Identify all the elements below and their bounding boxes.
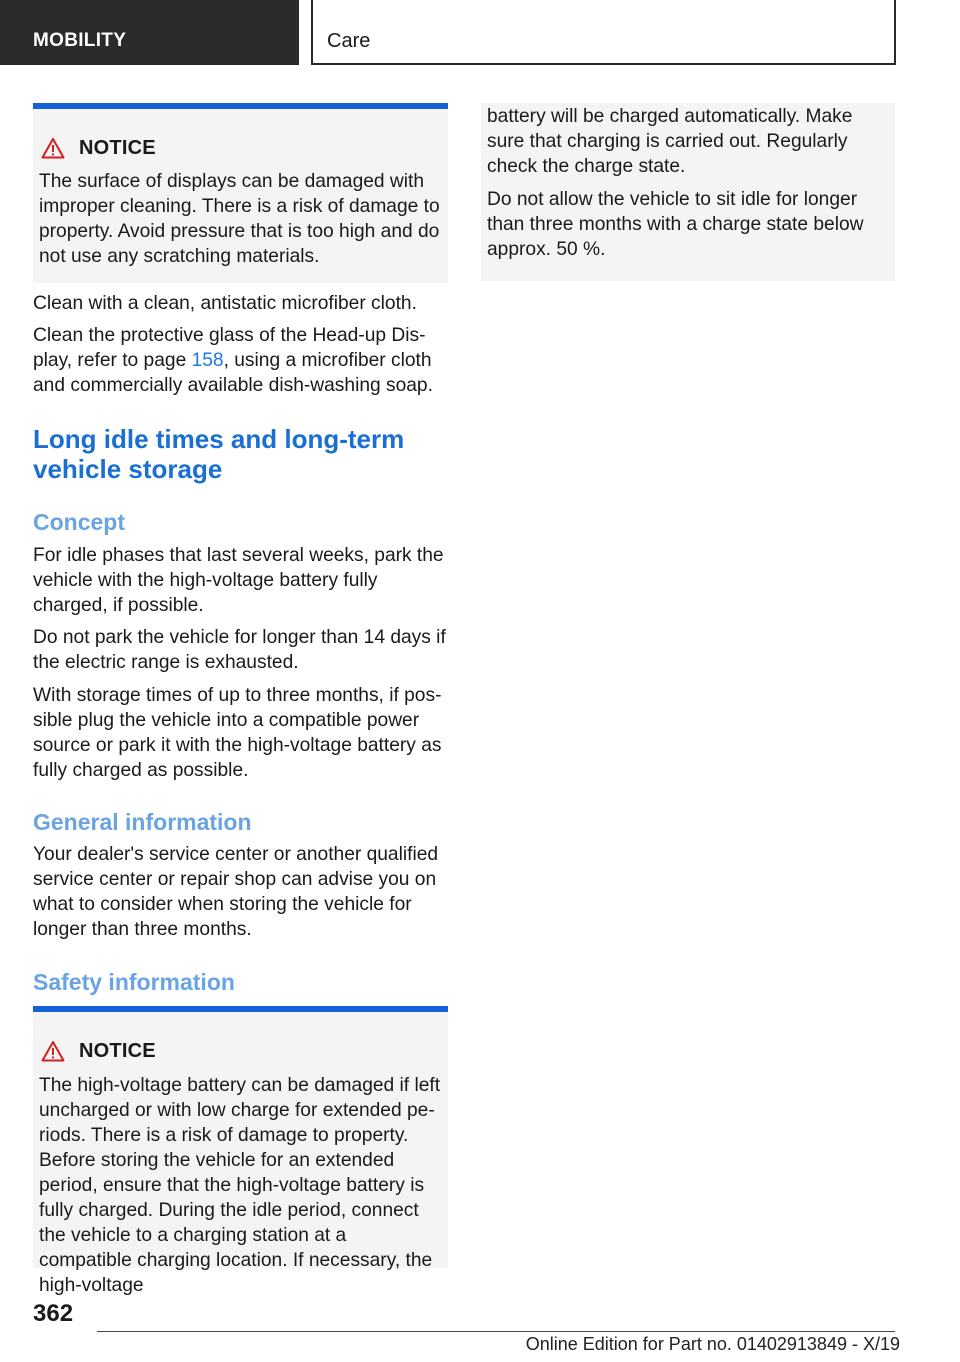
- footer-edition-text: Online Edition for Part no. 01402913849 - X/19: [525, 1334, 900, 1354]
- notice-label: NOTICE: [79, 136, 156, 159]
- notice-box-battery: [33, 1006, 448, 1296]
- section-tab: MOBILITY: [0, 0, 299, 65]
- notice-box-battery-continued: [481, 103, 895, 281]
- general-paragraph: Your dealer's service center or another qualified service center or repair shop can advise you on what to consider when storing the vehicle for longer than three months.: [33, 844, 439, 940]
- chapter-title: Care: [311, 0, 896, 65]
- notice-box-displays: [33, 103, 448, 283]
- paragraph-clean-cloth: Clean with a clean, antistatic microfiber cloth.: [33, 293, 417, 314]
- subheading-concept: Concept: [33, 509, 125, 535]
- concept-paragraph: For idle phases that last several weeks, park the vehicle with the high-voltage battery fully charged, if possible.: [33, 545, 444, 616]
- footer-divider: [97, 1331, 895, 1332]
- warning-triangle-icon: [41, 137, 65, 159]
- notice-text: The surface of displays can be damaged with improper cleaning. There is a risk of damage to property. Avoid pressure that is too high and do not use any scratching materials.: [39, 171, 440, 267]
- notice-text-continued: Do not allow the vehicle to sit idle for longer than three months with a charge state below approx. 50 %.: [487, 189, 864, 260]
- paragraph-hud-glass: [33, 323, 448, 398]
- notice-header: [41, 135, 156, 161]
- notice-text-continued: battery will be charged automatically. Make sure that charging is carried out. Regularly check the charge state.: [487, 106, 853, 177]
- page-number: 362: [33, 1300, 74, 1327]
- subheading-safety-information: Safety information: [33, 969, 235, 995]
- page-reference-link[interactable]: 158: [191, 350, 224, 371]
- notice-header: [41, 1038, 156, 1064]
- notice-text: The high-voltage battery can be damaged if left uncharged or with low charge for extended periods. There is a risk of damage to property. Before storing the vehicle for an extended period, ensure that the high-voltage battery is fully charged. During the idle period, connect the vehicle to a charging station at a compatible charging location. If necessary, the high-voltage: [39, 1075, 441, 1296]
- concept-paragraph: Do not park the vehicle for longer than 14 days if the electric range is exhausted.: [33, 627, 446, 673]
- paragraph-text: Clean the protective glass of the Head-up Display, refer to page: [33, 325, 426, 371]
- paragraph-text: , using a microfiber cloth and commercially available dish-washing soap.: [33, 350, 433, 396]
- notice-label: NOTICE: [79, 1039, 156, 1062]
- concept-paragraph: With storage times of up to three months, if possible plug the vehicle into a compatible power source or park it with the high-voltage battery as fully charged as possible.: [33, 685, 442, 781]
- subheading-general-information: General information: [33, 809, 252, 835]
- section-heading: Long idle times and long-term vehicle storage: [33, 424, 405, 484]
- warning-triangle-icon: [41, 1040, 65, 1062]
